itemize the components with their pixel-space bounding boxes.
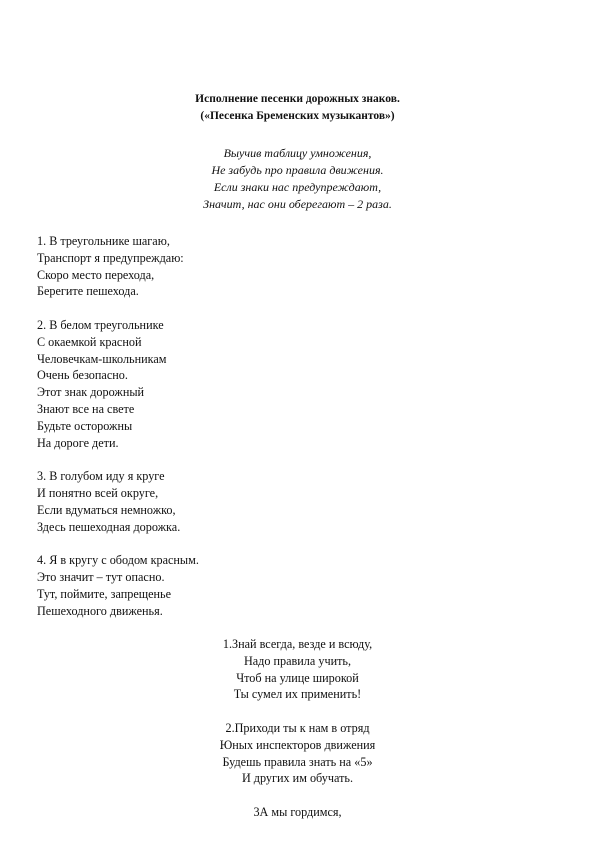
verse-line: Скоро место перехода, [37, 267, 155, 282]
verse-2 [37, 317, 557, 451]
chorus-stanza-3 [0, 804, 595, 821]
chorus-line: 2.Приходи ты к нам в отряд [225, 720, 370, 735]
verse-4 [37, 552, 557, 619]
verse-line: Человечкам-школьникам [37, 351, 167, 366]
verse-line: С окаемкой красной [37, 334, 142, 349]
verse-line: На дороге дети. [37, 435, 119, 450]
verse-line: Очень безопасно. [37, 368, 128, 383]
verse-line: Транспорт я предупреждаю: [37, 250, 184, 265]
verse-line: Здесь пешеходная дорожка. [37, 519, 181, 534]
intro-line: Не забудь про правила движения. [211, 163, 384, 177]
chorus-line: 1.Знай всегда, везде и всюду, [222, 637, 373, 651]
verses-section [37, 233, 557, 636]
chorus-section [0, 636, 595, 838]
song-title [0, 91, 595, 125]
verse-line: Знают все на свете [37, 401, 135, 416]
verse-line: 2. В белом треугольнике [37, 317, 164, 332]
verse-line: 4. Я в кругу с ободом красным. [37, 553, 199, 568]
verse-line: И понятно всей округе, [37, 485, 159, 500]
verse-1 [37, 233, 557, 300]
intro-line: Значит, нас они оберегают – 2 раза. [203, 197, 392, 211]
verse-line: Если вдуматься немножко, [37, 502, 176, 517]
verse-line: Пешеходного движенья. [37, 603, 163, 618]
chorus-line: Надо правила учить, [243, 653, 352, 668]
chorus-line: Ты сумел их применить! [233, 687, 362, 702]
intro-stanza [0, 145, 595, 213]
verse-line: Будьте осторожны [37, 418, 133, 433]
verse-line: Тут, поймите, запрещенье [37, 586, 172, 601]
verse-line: Этот знак дорожный [37, 385, 145, 400]
verse-3 [37, 468, 557, 535]
verse-line: Это значит – тут опасно. [37, 569, 165, 584]
intro-line: Выучив таблицу умножения, [223, 146, 372, 160]
verse-line: Берегите пешехода. [37, 284, 139, 299]
chorus-line: 3А мы гордимся, [253, 804, 342, 819]
chorus-stanza-2 [0, 720, 595, 787]
title-line: Исполнение песенки дорожных знаков. [195, 93, 400, 105]
chorus-stanza-1 [0, 636, 595, 703]
intro-line: Если знаки нас предупреждают, [213, 180, 382, 194]
chorus-line: Чтоб на улице широкой [236, 670, 359, 685]
verse-line: 1. В треугольнике шагаю, [37, 234, 170, 248]
verse-line: 3. В голубом иду я круге [37, 469, 165, 484]
subtitle-line: («Песенка Бременских музыкантов») [200, 110, 395, 122]
chorus-line: Будешь правила знать на «5» [222, 754, 373, 769]
chorus-line: Юных инспекторов движения [219, 737, 376, 752]
chorus-line: И других им обучать. [241, 771, 354, 786]
